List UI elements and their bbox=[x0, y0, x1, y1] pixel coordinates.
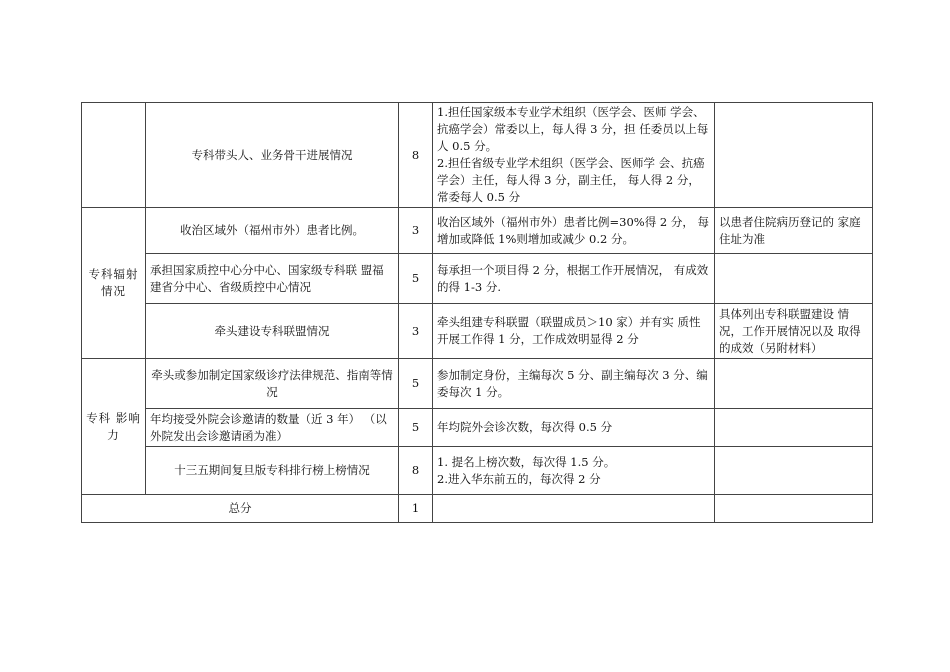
score-cell: 8 bbox=[399, 447, 433, 495]
total-label: 总分 bbox=[82, 495, 399, 523]
item-cell: 牵头或参加制定国家级诊疗法律规范、指南等情况 bbox=[146, 359, 399, 409]
item-cell: 牵头建设专科联盟情况 bbox=[146, 304, 399, 359]
item-cell: 承担国家质控中心分中心、国家级专科联 盟福建省分中心、省级质控中心情况 bbox=[146, 254, 399, 304]
score-cell: 3 bbox=[399, 304, 433, 359]
category-cell: 专科 影响力 bbox=[82, 359, 146, 495]
note-cell bbox=[715, 254, 873, 304]
table-row bbox=[82, 208, 873, 254]
standard-cell: 1. 提名上榜次数，每次得 1.5 分。 2.进入华东前五的，每次得 2 分 bbox=[433, 447, 715, 495]
table-row bbox=[82, 359, 873, 409]
score-cell: 5 bbox=[399, 409, 433, 447]
standard-cell: 收治区域外（福州市外）患者比例=30%得 2 分， 每增加或降低 1%则增加或减少 0.2 分。 bbox=[433, 208, 715, 254]
table-row bbox=[82, 254, 873, 304]
standard-cell: 参加制定身份，主编每次 5 分、副主编每次 3 分、编委每次 1 分。 bbox=[433, 359, 715, 409]
table-row bbox=[82, 103, 873, 208]
note-cell bbox=[715, 359, 873, 409]
note-cell bbox=[715, 409, 873, 447]
score-cell: 3 bbox=[399, 208, 433, 254]
score-cell: 5 bbox=[399, 359, 433, 409]
standard-cell: 每承担一个项目得 2 分，根据工作开展情况， 有成效的得 1-3 分. bbox=[433, 254, 715, 304]
note-cell bbox=[715, 447, 873, 495]
table-row bbox=[82, 304, 873, 359]
category-cell: 专科辐射情况 bbox=[82, 208, 146, 359]
table-row bbox=[82, 447, 873, 495]
score-cell: 5 bbox=[399, 254, 433, 304]
note-cell bbox=[715, 495, 873, 523]
standard-cell: 年均院外会诊次数，每次得 0.5 分 bbox=[433, 409, 715, 447]
note-cell: 以患者住院病历登记的 家庭住址为准 bbox=[715, 208, 873, 254]
note-cell: 具体列出专科联盟建设 情况，工作开展情况以及 取得的成效（另附材料） bbox=[715, 304, 873, 359]
standard-cell: 1.担任国家级本专业学术组织（医学会、医师 学会、抗癌学会）常委以上，每人得 3 分，担 任委员以上每人 0.5 分。 2.担任省级专业学术组织（医学会、医师学 会、抗癌学会）主任，每人得 3 分，副主任， 每人得 2 分，常委每人 0.5 分 bbox=[433, 103, 715, 208]
standard-cell: 牵头组建专科联盟（联盟成员＞10 家）并有实 质性开展工作得 1 分，工作成效明显得 2 分 bbox=[433, 304, 715, 359]
standard-cell bbox=[433, 495, 715, 523]
scoring-table bbox=[81, 102, 873, 523]
score-cell: 8 bbox=[399, 103, 433, 208]
total-row bbox=[82, 495, 873, 523]
note-cell bbox=[715, 103, 873, 208]
item-cell: 十三五期间复旦版专科排行榜上榜情况 bbox=[146, 447, 399, 495]
category-cell bbox=[82, 103, 146, 208]
total-score: 1 bbox=[399, 495, 433, 523]
item-cell: 年均接受外院会诊邀请的数量（近 3 年） （以外院发出会诊邀请函为准） bbox=[146, 409, 399, 447]
item-cell: 专科带头人、业务骨干进展情况 bbox=[146, 103, 399, 208]
table-row bbox=[82, 409, 873, 447]
item-cell: 收治区域外（福州市外）患者比例。 bbox=[146, 208, 399, 254]
